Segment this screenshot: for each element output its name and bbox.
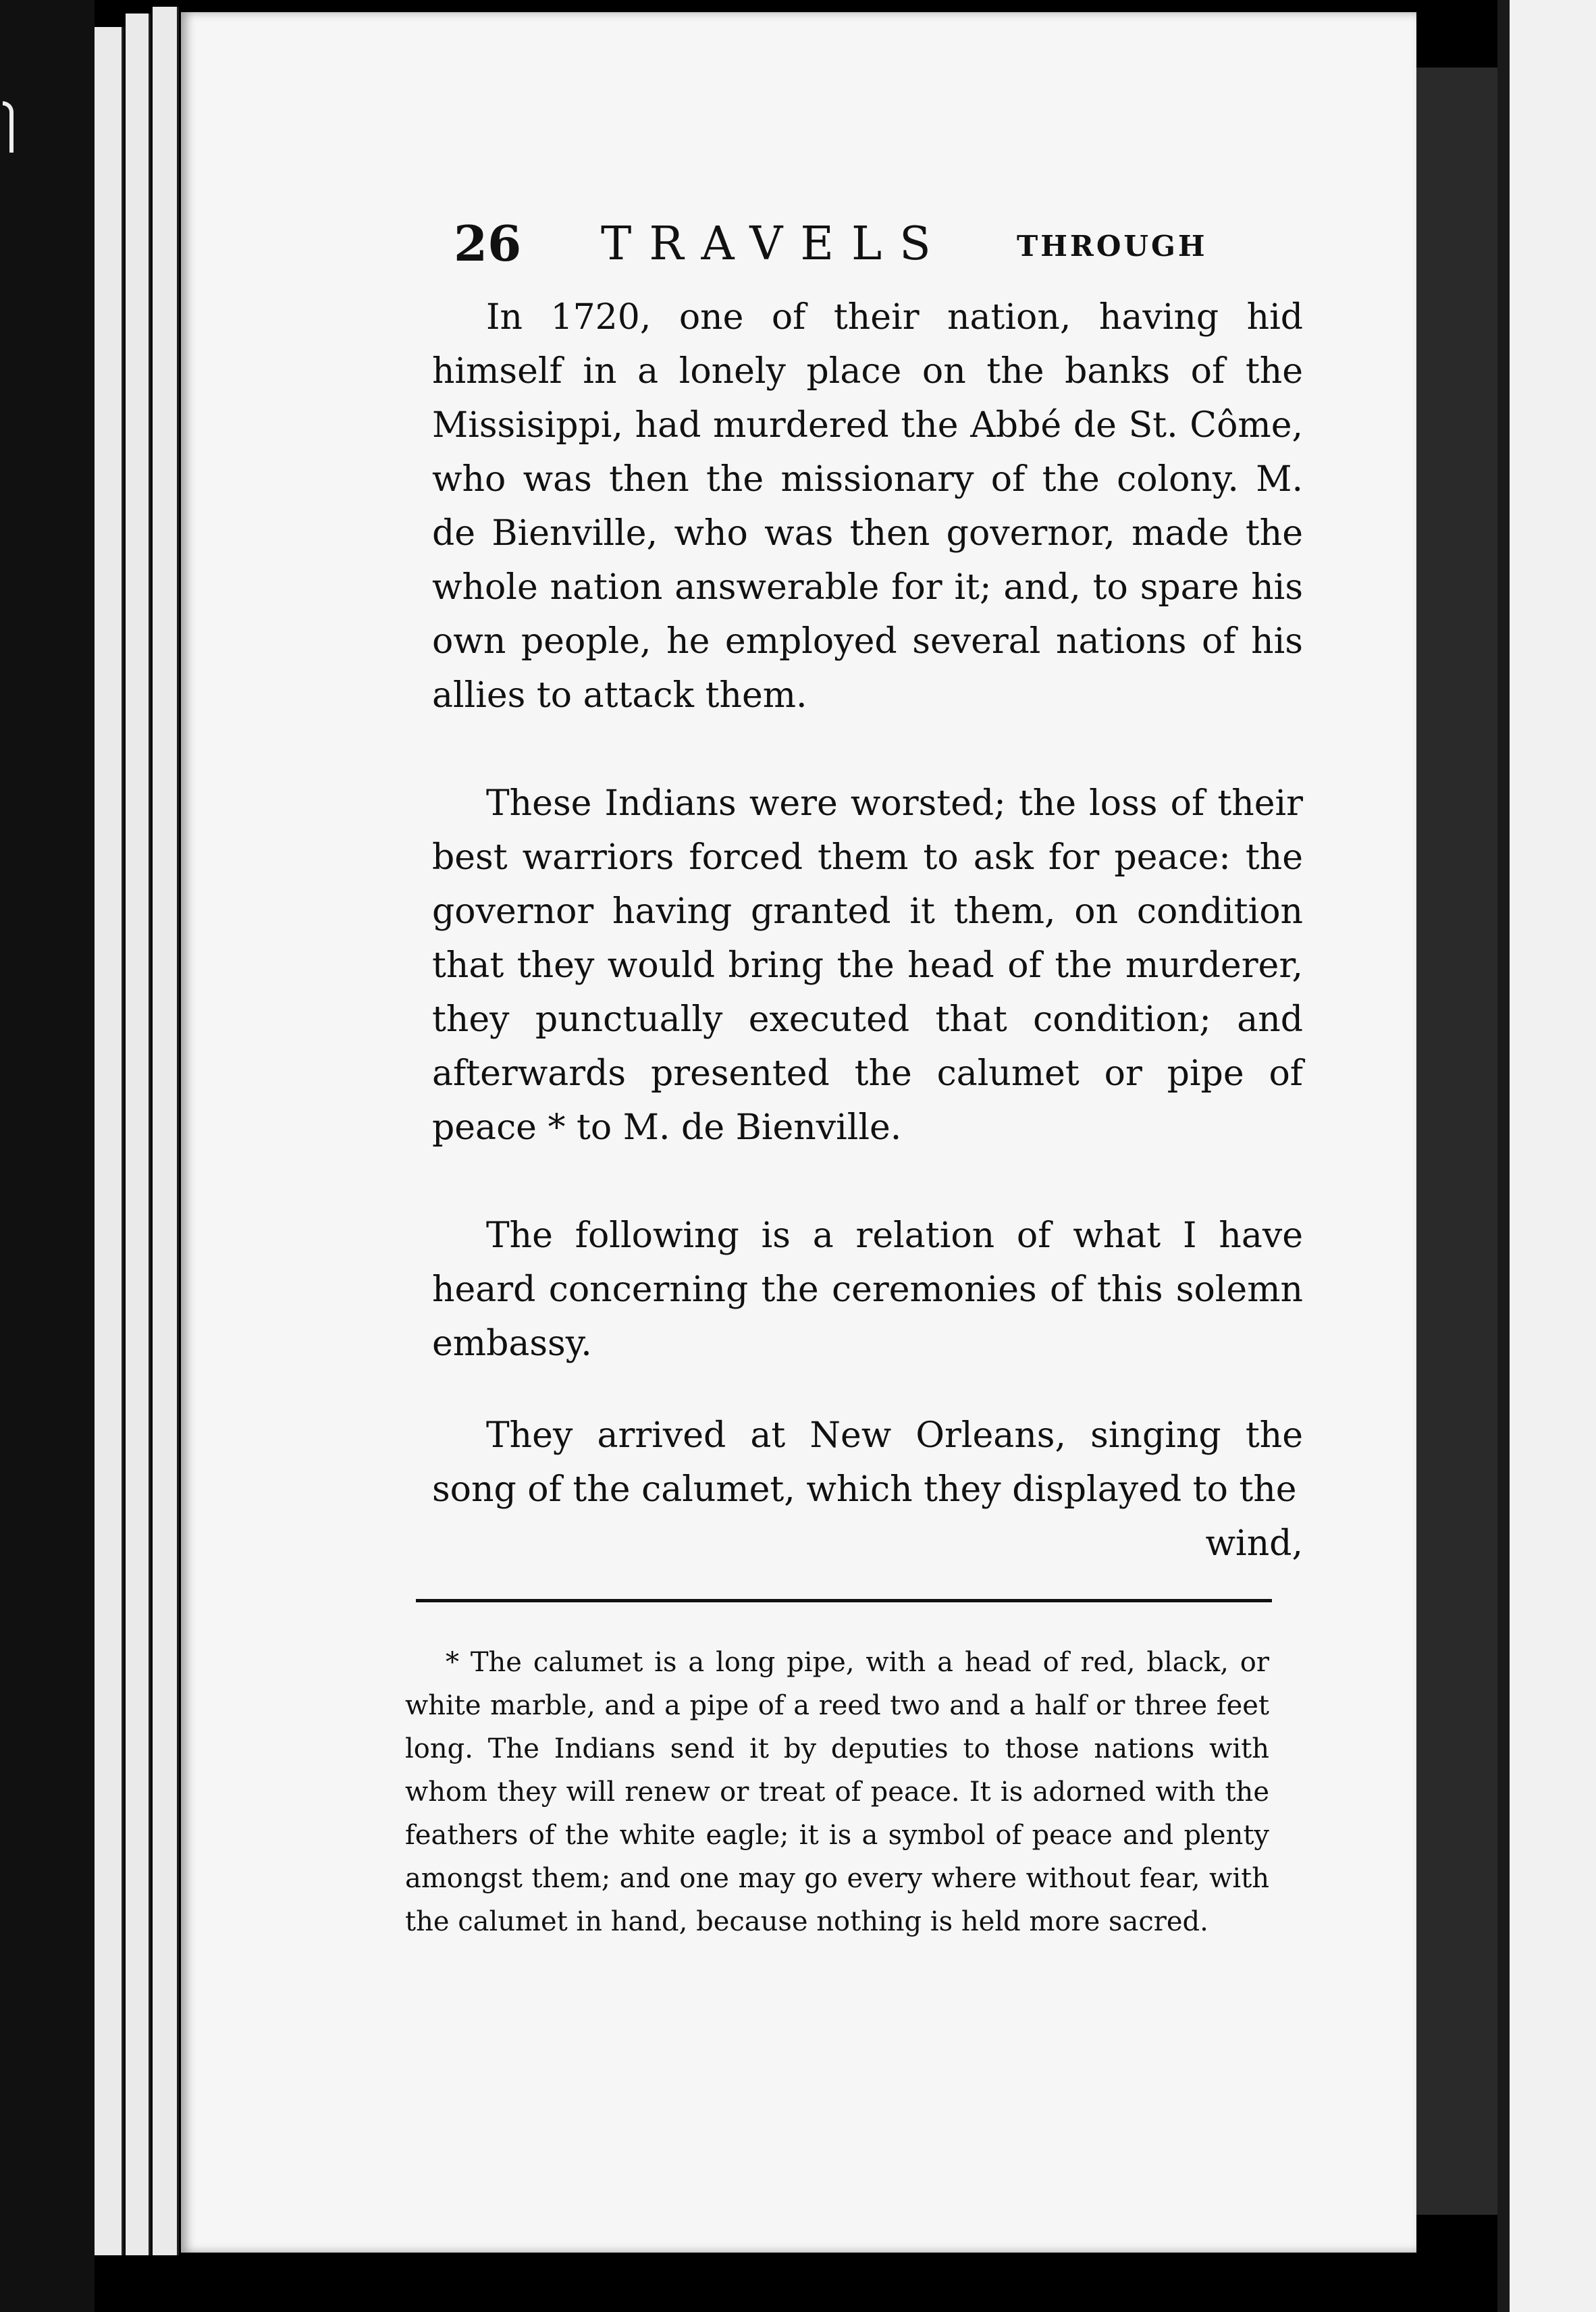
page-edge: [126, 14, 151, 2255]
adjacent-page: [1497, 0, 1596, 2312]
footnote: * The calumet is a long pipe, with a head of red, black, or white marble, and a pipe of a reed two and a half or three feet long. The Indians send it by deputies to those nations with whom they will renew or treat of peace. It is adorned with the feathers of the white eagle; it is a symbol of peace and plenty amongst them; and one may go every where without fear, with the calumet in hand, because nothing is held more sacred.: [405, 1647, 1269, 1937]
page-number: 26: [454, 215, 522, 272]
catchword: wind,: [1205, 1523, 1303, 1564]
body-text: [432, 290, 1303, 1571]
page-edge: [153, 7, 179, 2255]
scan-corner-mark: [3, 101, 14, 153]
book-spine: [0, 0, 95, 2312]
running-head-title: TRAVELS: [601, 217, 949, 271]
running-head: [0, 215, 1596, 282]
adjacent-page-edge: [1497, 0, 1510, 2312]
page-edge: [95, 27, 124, 2255]
paragraph: In 1720, one of their nation, having hid himself in a lonely place on the banks of the Missisippi, had murdered the Abbé de St. Côme, who was then the missionary of the colony. M. de Bienville, who was then governor, made the whole nation answerable for it; and, to spare his own people, he employed several nations of his allies to attack them.: [432, 297, 1303, 716]
paragraph: These Indians were worsted; the loss of their best warriors forced them to ask for peace: the governor having granted it them, on condition that they would bring the head of the murderer, they punctually executed that condition; and afterwards presented the calumet or pipe of peace * to M. de Bienville.: [432, 783, 1303, 1148]
paragraph: They arrived at New Orleans, singing the song of the calumet, which they displayed to the: [432, 1415, 1303, 1510]
footnote-rule: [416, 1599, 1272, 1602]
paragraph: The following is a relation of what I have heard concerning the ceremonies of this solemn embassy.: [432, 1215, 1303, 1364]
running-head-subtitle: THROUGH: [1017, 230, 1208, 263]
gutter-shadow: [1416, 68, 1497, 2215]
